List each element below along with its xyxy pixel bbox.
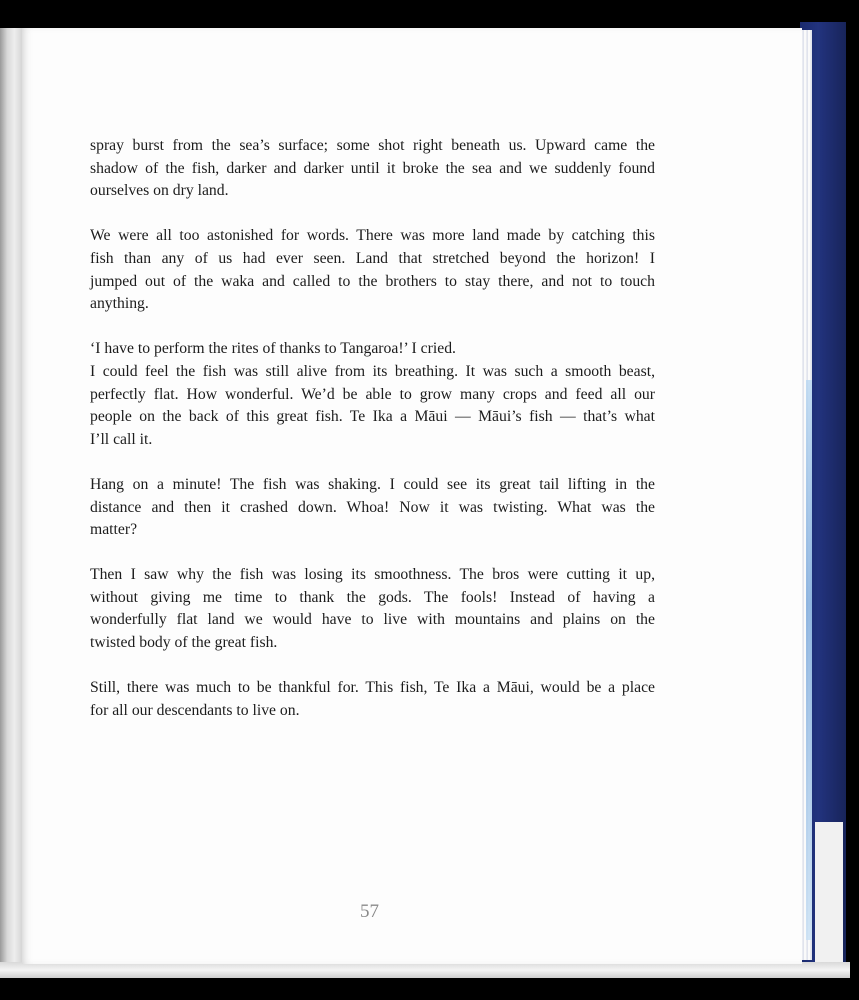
- text-line: wonderfully flat land we would have to live with mountains and plains on the: [90, 611, 655, 629]
- paragraph-2: [90, 225, 655, 315]
- text-line: Hang on a minute! The fish was shaking. I could see its great tail lifting in the: [90, 475, 655, 493]
- text-line: people on the back of this great fish. Te Ika a Māui — Māui’s fish — that’s what: [90, 408, 655, 426]
- left-page-edge: [0, 28, 24, 972]
- paragraph-1: [90, 135, 655, 203]
- text-line: fish than any of us had ever seen. Land that stretched beyond the horizon! I: [90, 249, 655, 267]
- book-page: [22, 28, 802, 964]
- paragraph-3: [90, 338, 655, 451]
- text-line: Then I saw why the fish was losing its smoothness. The bros were cutting it up,: [90, 566, 655, 584]
- page-stack-tint: [806, 380, 812, 940]
- cover-lower-panel: [815, 822, 843, 967]
- text-line: for all our descendants to live on.: [90, 701, 300, 719]
- page-number: 57: [360, 901, 379, 922]
- text-line: shadow of the fish, darker and darker until it broke the sea and we suddenly found: [90, 159, 655, 177]
- text-line: jumped out of the waka and called to the brothers to stay there, and not to touch: [90, 272, 655, 290]
- text-line: perfectly flat. How wonderful. We’d be able to grow many crops and feed all our: [90, 385, 655, 403]
- paragraph-4: [90, 474, 655, 542]
- text-line: ‘I have to perform the rites of thanks to Tangaroa!’ I cried.: [90, 340, 456, 358]
- text-line: spray burst from the sea’s surface; some shot right beneath us. Upward came the: [90, 137, 655, 154]
- text-line: matter?: [90, 521, 138, 539]
- text-line: We were all too astonished for words. There was more land made by catching this: [90, 227, 655, 245]
- bottom-board-edge: [0, 962, 850, 978]
- text-line: distance and then it crashed down. Whoa! Now it was twisting. What was the: [90, 498, 655, 516]
- body-text: [90, 135, 655, 745]
- text-line: I could feel the fish was still alive from its breathing. It was such a smooth beast,: [90, 362, 655, 380]
- text-line: anything.: [90, 295, 149, 313]
- text-line: without giving me time to thank the gods. The fools! Instead of having a: [90, 588, 655, 606]
- paragraph-5: [90, 564, 655, 654]
- text-line: I’ll call it.: [90, 430, 153, 448]
- paragraph-6: [90, 677, 655, 722]
- text-line: ourselves on dry land.: [90, 182, 229, 200]
- text-line: Still, there was much to be thankful for. This fish, Te Ika a Māui, would be a place: [90, 679, 655, 697]
- text-line: twisted body of the great fish.: [90, 634, 278, 652]
